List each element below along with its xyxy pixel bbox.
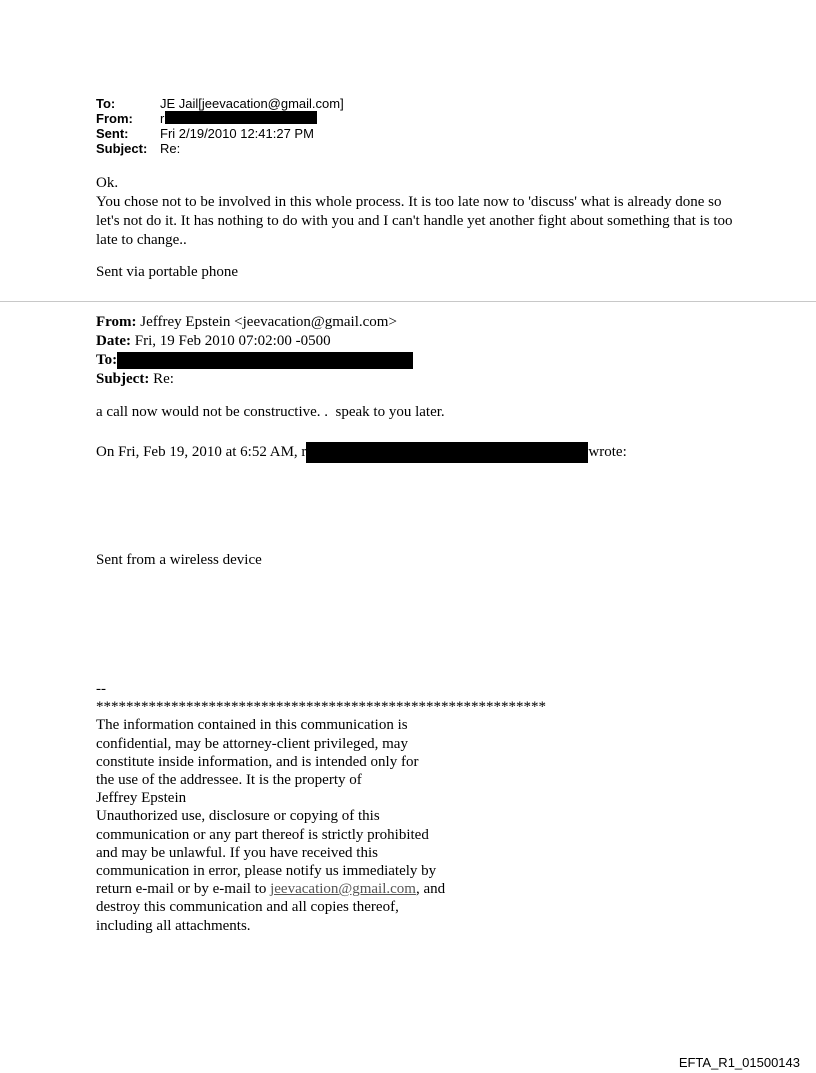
quoted-body: a call now would not be constructive. . speak to you later.: [96, 404, 445, 420]
disclaimer-line: confidential, may be attorney-client privileged, may: [96, 735, 408, 752]
document-id: EFTA_R1_01500143: [678, 1055, 800, 1070]
sent-value: Fri 2/19/2010 12:41:27 PM: [160, 126, 314, 141]
message-signature: Sent via portable phone: [96, 264, 239, 280]
disclaimer-line: communication or any part thereof is strictly prohibited: [96, 826, 429, 843]
message-body: [96, 174, 736, 250]
legal-disclaimer: [96, 680, 616, 935]
redaction-bar: [306, 442, 588, 463]
to-value: JE Jail[jeevacation@gmail.com]: [160, 96, 344, 111]
wireless-signature: Sent from a wireless device: [96, 552, 262, 568]
quoted-subject-value: Re:: [153, 371, 174, 387]
quoted-from-row: [96, 313, 413, 332]
header-from-row: [96, 111, 344, 126]
email-link[interactable]: jeevacation@gmail.com: [270, 881, 416, 898]
attribution-wrote: wrote:: [588, 444, 627, 460]
quoted-subject-row: [96, 370, 413, 389]
disclaimer-stars: ************************************************************: [96, 699, 546, 716]
quoted-to-label: To:: [96, 352, 118, 368]
quoted-date-row: [96, 332, 413, 351]
redaction-bar: [165, 111, 317, 124]
message-paragraph: You chose not to be involved in this whole process. It is too late now to 'discuss' what is already done so let's not do it. It has nothing to do with you and I can't handle yet another fight about something that is too late to change..: [96, 194, 733, 248]
disclaimer-line: constitute inside information, and is intended only for: [96, 753, 419, 770]
disclaimer-line: destroy this communication and all copies thereof,: [96, 899, 399, 916]
header-subject-row: [96, 141, 344, 156]
quoted-to-row: [96, 351, 413, 370]
disclaimer-line: communication in error, please notify us immediately by: [96, 863, 437, 880]
from-label: From:: [96, 111, 133, 126]
message-greeting: Ok.: [96, 175, 119, 191]
quoted-date-value: Fri, 19 Feb 2010 07:02:00 -0500: [134, 333, 331, 349]
subject-label: Subject:: [96, 141, 148, 156]
message-divider: [0, 301, 816, 302]
email-header: [96, 96, 344, 156]
disclaimer-line: including all attachments.: [96, 917, 251, 934]
to-label: To:: [96, 96, 116, 111]
header-to-row: [96, 96, 344, 111]
header-sent-row: [96, 126, 344, 141]
quoted-from-value: Jeffrey Epstein <jeevacation@gmail.com>: [140, 314, 397, 330]
attribution-prefix: On Fri, Feb 19, 2010 at 6:52 AM, r: [96, 444, 307, 460]
return-prefix: return e-mail or by e-mail to: [96, 881, 271, 898]
quoted-from-label: From:: [96, 314, 137, 330]
disclaimer-line: Unauthorized use, disclosure or copying of this: [96, 808, 380, 825]
disclaimer-line: and may be unlawful. If you have received this: [96, 844, 378, 861]
redaction-bar: [117, 352, 413, 369]
disclaimer-return-line: [96, 880, 616, 898]
sent-label: Sent:: [96, 126, 129, 141]
quoted-attribution: [96, 442, 627, 464]
subject-value: Re:: [160, 141, 181, 156]
quoted-subject-label: Subject:: [96, 371, 150, 387]
quoted-header: [96, 313, 413, 389]
from-value: r: [160, 111, 165, 126]
disclaimer-line: the use of the addressee. It is the property of: [96, 772, 362, 789]
return-suffix: , and: [415, 881, 446, 898]
quoted-date-label: Date:: [96, 333, 131, 349]
disclaimer-dashes: --: [96, 681, 106, 697]
disclaimer-line: Jeffrey Epstein: [96, 790, 187, 807]
disclaimer-line: The information contained in this communication is: [96, 717, 408, 734]
